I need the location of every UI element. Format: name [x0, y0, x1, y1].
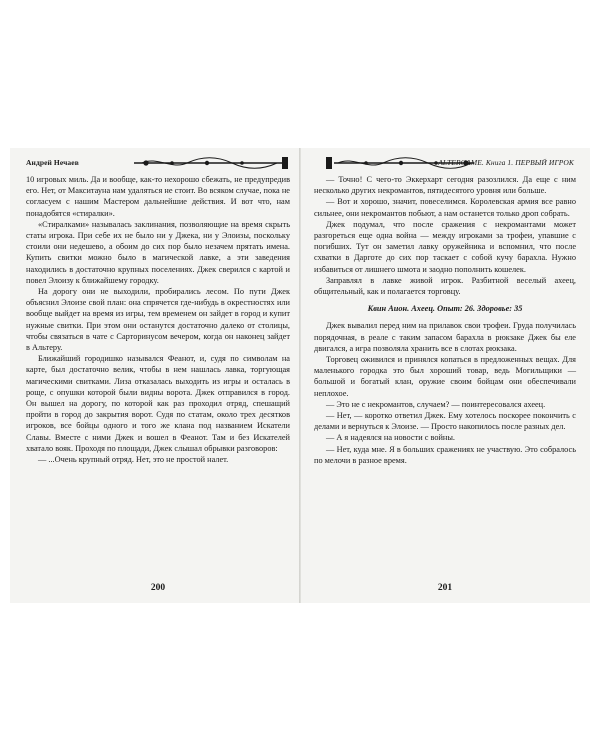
paragraph: Заправлял в лавке живой игрок. Разбитной веселый ахеец, общительный, как и полагается торговцу. [314, 275, 576, 297]
paragraph: — Нет, — коротко ответил Джек. Ему хотелось поскорее покончить с делами и вернуться к Элоизе. — Просто накопилось после разных дел. [314, 411, 576, 432]
right-page-header [310, 156, 580, 170]
paragraph: — Это не с некромантов, случаем? — поинтересовался ахеец. [326, 399, 546, 409]
left-page [22, 148, 294, 603]
paragraph: — Вот и хорошо, значит, повеселимся. Королевская армия все равно сильнее, они некромантов побьют, а нам останется только дроп собрать. [314, 197, 576, 218]
paragraph: — ...Очень крупный отряд. Нет, это не простой налет. [38, 455, 229, 465]
page-number: 200 [150, 583, 166, 593]
paragraph: — А я надеялся на новости с войны. [326, 433, 456, 443]
right-page [310, 148, 580, 603]
left-page-text [26, 174, 290, 465]
paragraph: Джек вывалил перед ним на прилавок свои трофеи. Груда получилась порядочная, в реале с таким запасом барахла в рюкзаке Джек бы еле двигался, а игра позволяла хранить все в слотах рюкзака. [314, 321, 576, 353]
stat-line: Квин Аион. Ахеец. Опыт: 26. Здоровье: 35 [367, 304, 523, 314]
header-book-title: ALTERGAME. Книга 1. ПЕРВЫЙ ИГРОК [438, 158, 574, 167]
book-gutter [299, 148, 301, 603]
paragraph: Ближайший городишко назывался Феанот, и, судя по символам на карте, был достаточно велик, чтобы в нем нашлась лавка, торгующая магическими свитками. Лиза отказалась выходить из игры и осталась в роще, с опушки которой были видны ворота. Джек отправился в город. Он вышел на дорогу, по которой как раз проходил отряд, спешащий пройти в город до закрытия ворот. Судя по статам, около трех десятков игроков, все бойцы одного и того же клана под названием Искатели Славы. Вместе с ними Джек и вошел в Феанот. Там и без Искателей хватало вояк. Проходя по площади, Джек слышал обрывки разговоров: [26, 354, 290, 453]
page-number: 201 [437, 583, 453, 593]
paragraph: — Нет, куда мне. Я в больших сражениях не участвую. Это собралось по мелочи в разное время. [314, 444, 576, 465]
paragraph: На дорогу они не выходили, пробирались лесом. По пути Джек объяснил Элоизе свой план: она спрячется где-нибудь в окрестностях или вообще выйдет на время из игры, тем временем он зайдет в город и купит нужные свитки. При этом они останутся достаточно далеко от столицы, чтобы связаться в чате с Сарторинусом вечером, когда он наконец зайдет в Альтеру. [26, 287, 290, 353]
paragraph: «Стиралками» называлась заклинания, позволяющие на время скрыть статы игрока. При себе их не было ни у Джека, ни у Элоизы, поскольку стоили они недешево, а обоим до сих пор было незачем прятать имена. Купить свитки можно было в магической лавке, а эти заведения находились в достаточно крупных поселениях. Джек сверился с картой и повел Элоизу к ближайшему городку. [26, 219, 290, 285]
paragraph: — Точно! С чего-то Эккерхарт сегодня разозлился. Да еще с ним несколько других некромантов, пятидесятого уровня или больше. [314, 175, 576, 196]
header-ornament-icon [132, 156, 292, 170]
left-page-header [22, 156, 294, 170]
right-page-text [314, 174, 576, 466]
paragraph: Джек подумал, что после сражения с некромантами может разгореться еще одна война — между игроками за трофеи, упавшие с погибших. Тут он заметил лавку оружейника и вспомнил, что после схватки в Дарготе до сих пор таскает с собой кучу барахла. Нужно избавиться от лишнего шмота и заодно пополнить кошелек. [314, 219, 576, 274]
paragraph: Торговец оживился и принялся копаться в предложенных вещах. Для маленького городка это был хороший товар, ведь Могильщики — большой и богатый клан, оружие своим бойцам они обеспечивали неплохое. [314, 355, 576, 398]
paragraph: 10 игровых миль. Да и вообще, как-то нехорошо сбежать, не предупредив его. Нет, от Макситауна нам удаляться не стоит. Во всяком случае, пока не согласуем с нашим Мастером дальнейшие действия. И вот что, нам понадобятся «стиралки». [26, 175, 290, 218]
header-author: Андрей Нечаев [26, 158, 79, 167]
